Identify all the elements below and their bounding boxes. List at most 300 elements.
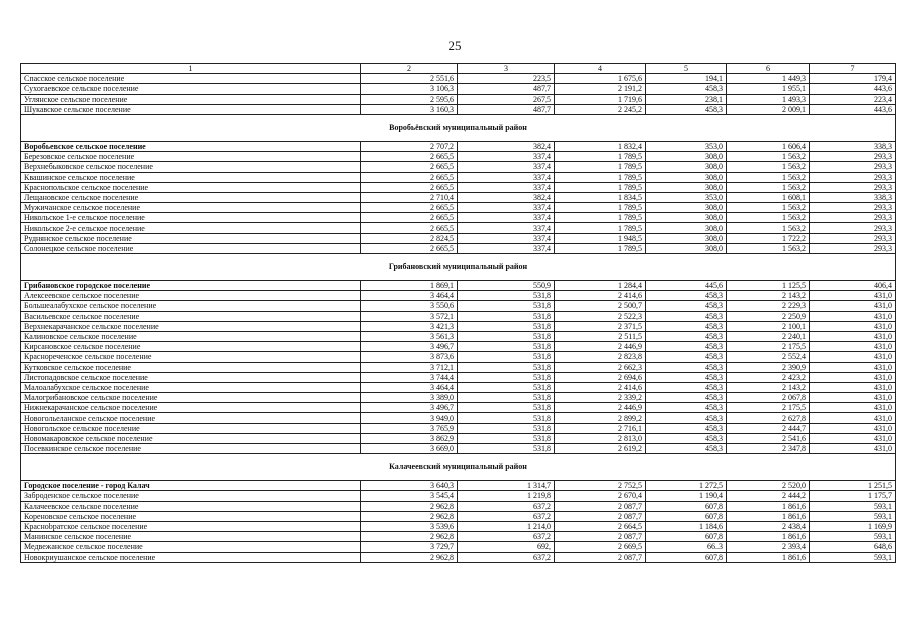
value-cell-col4: 1 789,5 xyxy=(555,162,646,172)
value-cell-col3: 1 219,8 xyxy=(458,491,555,501)
value-cell-col2: 2 962,8 xyxy=(361,511,458,521)
value-cell-col6: 2 347,8 xyxy=(727,444,810,454)
value-cell-col6: 2 444,2 xyxy=(727,491,810,501)
value-cell-col4: 1 789,5 xyxy=(555,182,646,192)
value-cell-col3: 1 214,0 xyxy=(458,521,555,531)
value-cell-col2: 2 824,5 xyxy=(361,233,458,243)
value-cell-col7: 443,6 xyxy=(810,104,896,114)
value-cell-col5: 458,3 xyxy=(646,311,727,321)
value-cell-col4: 1 675,6 xyxy=(555,74,646,84)
value-cell-col3: 531,8 xyxy=(458,403,555,413)
value-cell-col5: 308,0 xyxy=(646,243,727,253)
value-cell-col7: 293,3 xyxy=(810,172,896,182)
value-cell-col4: 2 446,9 xyxy=(555,342,646,352)
value-cell-col7: 1 251,5 xyxy=(810,481,896,491)
value-cell-col7: 1 175,7 xyxy=(810,491,896,501)
value-cell-col3: 531,8 xyxy=(458,331,555,341)
value-cell-col5: 445,6 xyxy=(646,281,727,291)
value-cell-col5: 1 184,6 xyxy=(646,521,727,531)
value-cell-col2: 2 665,5 xyxy=(361,243,458,253)
value-cell-col3: 531,8 xyxy=(458,301,555,311)
value-cell-col4: 2 670,4 xyxy=(555,491,646,501)
value-cell-col6: 2 423,2 xyxy=(727,372,810,382)
settlement-name: Солонецкое сельское поселение xyxy=(21,243,361,253)
settlement-name: Воробьевское сельское поселение xyxy=(21,141,361,151)
value-cell-col4: 2 664,5 xyxy=(555,521,646,531)
value-cell-col6: 1 563,2 xyxy=(727,162,810,172)
table-row xyxy=(21,491,896,501)
value-cell-col6: 2 438,4 xyxy=(727,521,810,531)
value-cell-col5: 607,8 xyxy=(646,552,727,562)
value-cell-col6: 1 493,3 xyxy=(727,94,810,104)
settlement-name: Лещановское сельское поселение xyxy=(21,192,361,202)
value-cell-col2: 2 665,5 xyxy=(361,223,458,233)
table-row xyxy=(21,382,896,392)
settlement-name: Никольское 2-е сельское поселение xyxy=(21,223,361,233)
value-cell-col3: 267,5 xyxy=(458,94,555,104)
table-row xyxy=(21,331,896,341)
value-cell-col2: 3 640,3 xyxy=(361,481,458,491)
settlement-name: Малогрибановское сельское поселение xyxy=(21,393,361,403)
value-cell-col5: 308,0 xyxy=(646,223,727,233)
value-cell-col4: 2 414,6 xyxy=(555,291,646,301)
value-cell-col2: 3 729,7 xyxy=(361,542,458,552)
table-row xyxy=(21,203,896,213)
column-number: 1 xyxy=(21,64,361,74)
table-row xyxy=(21,423,896,433)
value-cell-col3: 337,4 xyxy=(458,213,555,223)
settlement-name: Малоалабухское сельское поселение xyxy=(21,382,361,392)
table-row xyxy=(21,542,896,552)
settlement-name: Руднянское сельское поселение xyxy=(21,233,361,243)
value-cell-col5: 238,1 xyxy=(646,94,727,104)
value-cell-col3: 531,8 xyxy=(458,342,555,352)
value-cell-col3: 337,4 xyxy=(458,172,555,182)
settlement-name: Никольское 1-е сельское поселение xyxy=(21,213,361,223)
table-row xyxy=(21,243,896,253)
value-cell-col3: 550,9 xyxy=(458,281,555,291)
settlement-name: Васильевское сельское поселение xyxy=(21,311,361,321)
value-cell-col5: 458,3 xyxy=(646,321,727,331)
value-cell-col2: 3 106,3 xyxy=(361,84,458,94)
value-cell-col4: 1 789,5 xyxy=(555,243,646,253)
value-cell-col6: 2 541,6 xyxy=(727,433,810,443)
value-cell-col4: 2 371,5 xyxy=(555,321,646,331)
table-row xyxy=(21,521,896,531)
settlement-name: Городское поселение - город Калач xyxy=(21,481,361,491)
value-cell-col5: 308,0 xyxy=(646,233,727,243)
value-cell-col6: 2 143,2 xyxy=(727,382,810,392)
value-cell-col3: 637,2 xyxy=(458,511,555,521)
value-cell-col4: 2 511,5 xyxy=(555,331,646,341)
value-cell-col6: 1 563,2 xyxy=(727,243,810,253)
value-cell-col4: 2 339,2 xyxy=(555,393,646,403)
value-cell-col7: 293,3 xyxy=(810,233,896,243)
value-cell-col4: 2 669,5 xyxy=(555,542,646,552)
value-cell-col2: 3 873,6 xyxy=(361,352,458,362)
settlement-name: Кореновское сельское поселение xyxy=(21,511,361,521)
value-cell-col2: 3 862,9 xyxy=(361,433,458,443)
value-cell-col7: 431,0 xyxy=(810,413,896,423)
table-row xyxy=(21,104,896,114)
table-row xyxy=(21,321,896,331)
district-header-row xyxy=(21,254,896,281)
table-row xyxy=(21,393,896,403)
value-cell-col5: 1 272,5 xyxy=(646,481,727,491)
table-row xyxy=(21,74,896,84)
value-cell-col3: 223,5 xyxy=(458,74,555,84)
value-cell-col5: 353,0 xyxy=(646,141,727,151)
table-row xyxy=(21,213,896,223)
value-cell-col3: 531,8 xyxy=(458,372,555,382)
table-row xyxy=(21,182,896,192)
value-cell-col2: 3 550,6 xyxy=(361,301,458,311)
settlement-name: Медвежанское сельское поселение xyxy=(21,542,361,552)
value-cell-col2: 2 962,8 xyxy=(361,532,458,542)
value-cell-col4: 1 832,4 xyxy=(555,141,646,151)
value-cell-col6: 1 608,1 xyxy=(727,192,810,202)
settlement-name: Листопадовское сельское поселение xyxy=(21,372,361,382)
table-row xyxy=(21,352,896,362)
value-cell-col2: 3 712,1 xyxy=(361,362,458,372)
value-cell-col6: 1 563,2 xyxy=(727,223,810,233)
value-cell-col6: 1 563,2 xyxy=(727,203,810,213)
value-cell-col7: 431,0 xyxy=(810,352,896,362)
value-cell-col3: 531,8 xyxy=(458,291,555,301)
value-cell-col2: 3 464,4 xyxy=(361,382,458,392)
value-cell-col6: 2 250,9 xyxy=(727,311,810,321)
value-cell-col5: 458,3 xyxy=(646,331,727,341)
value-cell-col6: 1 861,6 xyxy=(727,501,810,511)
settlement-name: Новомакаровское сельское поселение xyxy=(21,433,361,443)
value-cell-col4: 2 823,8 xyxy=(555,352,646,362)
value-cell-col4: 1 789,5 xyxy=(555,223,646,233)
table-row xyxy=(21,152,896,162)
value-cell-col4: 1 789,5 xyxy=(555,152,646,162)
settlement-name: Большеалабухское сельское поселение xyxy=(21,301,361,311)
value-cell-col7: 648,6 xyxy=(810,542,896,552)
table-row xyxy=(21,362,896,372)
value-cell-col6: 2 552,4 xyxy=(727,352,810,362)
value-cell-col7: 1 169,9 xyxy=(810,521,896,531)
value-cell-col3: 637,2 xyxy=(458,532,555,542)
budget-table xyxy=(20,63,896,563)
table-row xyxy=(21,501,896,511)
value-cell-col7: 431,0 xyxy=(810,301,896,311)
value-cell-col2: 3 545,4 xyxy=(361,491,458,501)
settlement-name: Кирсановское сельское поселение xyxy=(21,342,361,352)
table-row xyxy=(21,162,896,172)
value-cell-col5: 458,3 xyxy=(646,352,727,362)
value-cell-col5: 458,3 xyxy=(646,104,727,114)
value-cell-col2: 3 496,7 xyxy=(361,342,458,352)
value-cell-col7: 338,3 xyxy=(810,141,896,151)
settlement-name: Грибановское городское поселение xyxy=(21,281,361,291)
column-number-row xyxy=(21,64,896,74)
settlement-name: Алексеевское сельское поселение xyxy=(21,291,361,301)
value-cell-col4: 2 087,7 xyxy=(555,552,646,562)
value-cell-col5: 308,0 xyxy=(646,152,727,162)
value-cell-col2: 2 665,5 xyxy=(361,152,458,162)
value-cell-col2: 3 496,7 xyxy=(361,403,458,413)
value-cell-col7: 431,0 xyxy=(810,444,896,454)
table-row xyxy=(21,552,896,562)
value-cell-col6: 2 100,1 xyxy=(727,321,810,331)
value-cell-col6: 2 520,0 xyxy=(727,481,810,491)
settlement-name: Верхнебыковское сельское поселение xyxy=(21,162,361,172)
value-cell-col5: 308,0 xyxy=(646,172,727,182)
value-cell-col3: 531,8 xyxy=(458,444,555,454)
value-cell-col7: 431,0 xyxy=(810,342,896,352)
value-cell-col2: 3 421,3 xyxy=(361,321,458,331)
settlement-name: Калиновское сельское поселение xyxy=(21,331,361,341)
value-cell-col6: 1 563,2 xyxy=(727,182,810,192)
value-cell-col3: 531,8 xyxy=(458,423,555,433)
value-cell-col6: 2 175,5 xyxy=(727,342,810,352)
value-cell-col4: 2 087,7 xyxy=(555,532,646,542)
settlement-name: Заброденское сельское поселение xyxy=(21,491,361,501)
value-cell-col7: 223,4 xyxy=(810,94,896,104)
settlement-name: Углянское сельское поселение xyxy=(21,94,361,104)
value-cell-col3: 487,7 xyxy=(458,84,555,94)
table-row xyxy=(21,291,896,301)
value-cell-col7: 293,3 xyxy=(810,213,896,223)
value-cell-col6: 1 563,2 xyxy=(727,213,810,223)
value-cell-col3: 637,2 xyxy=(458,501,555,511)
value-cell-col4: 2 245,2 xyxy=(555,104,646,114)
value-cell-col4: 2 899,2 xyxy=(555,413,646,423)
value-cell-col5: 458,3 xyxy=(646,342,727,352)
value-cell-col5: 458,3 xyxy=(646,423,727,433)
value-cell-col4: 1 789,5 xyxy=(555,172,646,182)
value-cell-col2: 2 707,2 xyxy=(361,141,458,151)
value-cell-col4: 2 522,3 xyxy=(555,311,646,321)
value-cell-col5: 458,3 xyxy=(646,291,727,301)
value-cell-col6: 1 722,2 xyxy=(727,233,810,243)
district-header-row xyxy=(21,454,896,481)
value-cell-col2: 2 665,5 xyxy=(361,162,458,172)
value-cell-col7: 293,3 xyxy=(810,162,896,172)
column-number: 6 xyxy=(727,64,810,74)
value-cell-col2: 2 962,8 xyxy=(361,552,458,562)
value-cell-col5: 607,8 xyxy=(646,501,727,511)
value-cell-col4: 2 191,2 xyxy=(555,84,646,94)
value-cell-col3: 531,8 xyxy=(458,393,555,403)
value-cell-col7: 431,0 xyxy=(810,382,896,392)
value-cell-col7: 431,0 xyxy=(810,321,896,331)
value-cell-col2: 3 464,4 xyxy=(361,291,458,301)
value-cell-col5: 607,8 xyxy=(646,511,727,521)
value-cell-col5: 458,3 xyxy=(646,382,727,392)
settlement-name: Краснореченское сельское поселение xyxy=(21,352,361,362)
table-row xyxy=(21,301,896,311)
value-cell-col4: 2 694,6 xyxy=(555,372,646,382)
settlement-name: Кутковское сельское поселение xyxy=(21,362,361,372)
value-cell-col7: 593,1 xyxy=(810,511,896,521)
value-cell-col6: 2 627,8 xyxy=(727,413,810,423)
column-number: 7 xyxy=(810,64,896,74)
value-cell-col3: 337,4 xyxy=(458,203,555,213)
value-cell-col4: 2 087,7 xyxy=(555,511,646,521)
value-cell-col2: 3 561,3 xyxy=(361,331,458,341)
value-cell-col5: 458,3 xyxy=(646,393,727,403)
value-cell-col2: 2 962,8 xyxy=(361,501,458,511)
value-cell-col4: 2 500,7 xyxy=(555,301,646,311)
value-cell-col6: 1 449,3 xyxy=(727,74,810,84)
value-cell-col6: 1 861,6 xyxy=(727,552,810,562)
table-row xyxy=(21,281,896,291)
value-cell-col2: 2 665,5 xyxy=(361,182,458,192)
table-row xyxy=(21,311,896,321)
value-cell-col2: 2 665,5 xyxy=(361,213,458,223)
value-cell-col4: 1 789,5 xyxy=(555,203,646,213)
value-cell-col3: 531,8 xyxy=(458,433,555,443)
value-cell-col4: 2 752,5 xyxy=(555,481,646,491)
value-cell-col3: 531,8 xyxy=(458,321,555,331)
value-cell-col6: 2 175,5 xyxy=(727,403,810,413)
value-cell-col4: 1 948,5 xyxy=(555,233,646,243)
value-cell-col6: 1 955,1 xyxy=(727,84,810,94)
value-cell-col7: 431,0 xyxy=(810,433,896,443)
value-cell-col6: 2 067,8 xyxy=(727,393,810,403)
settlement-name: Спасское сельское поселение xyxy=(21,74,361,84)
value-cell-col5: 308,0 xyxy=(646,203,727,213)
value-cell-col5: 458,3 xyxy=(646,301,727,311)
table-row xyxy=(21,433,896,443)
table-row xyxy=(21,94,896,104)
value-cell-col6: 2 390,9 xyxy=(727,362,810,372)
value-cell-col6: 1 125,5 xyxy=(727,281,810,291)
value-cell-col7: 179,4 xyxy=(810,74,896,84)
value-cell-col4: 2 446,9 xyxy=(555,403,646,413)
value-cell-col3: 531,8 xyxy=(458,413,555,423)
value-cell-col4: 1 719,6 xyxy=(555,94,646,104)
value-cell-col6: 2 393,4 xyxy=(727,542,810,552)
table-row xyxy=(21,403,896,413)
table-row xyxy=(21,172,896,182)
settlement-name: Сухогаевское сельское поселение xyxy=(21,84,361,94)
value-cell-col4: 2 662,3 xyxy=(555,362,646,372)
table-row xyxy=(21,141,896,151)
value-cell-col2: 3 572,1 xyxy=(361,311,458,321)
value-cell-col3: 531,8 xyxy=(458,311,555,321)
value-cell-col4: 1 834,5 xyxy=(555,192,646,202)
value-cell-col2: 3 539,6 xyxy=(361,521,458,531)
value-cell-col7: 293,3 xyxy=(810,182,896,192)
table-row xyxy=(21,481,896,491)
value-cell-col6: 2 444,7 xyxy=(727,423,810,433)
value-cell-col4: 2 087,7 xyxy=(555,501,646,511)
district-title: Грибановский муниципальный район xyxy=(21,254,896,281)
value-cell-col3: 637,2 xyxy=(458,552,555,562)
value-cell-col3: 487,7 xyxy=(458,104,555,114)
settlement-name: Шукавское сельское поселение xyxy=(21,104,361,114)
value-cell-col2: 3 669,0 xyxy=(361,444,458,454)
value-cell-col4: 1 284,4 xyxy=(555,281,646,291)
value-cell-col7: 431,0 xyxy=(810,291,896,301)
district-header-row xyxy=(21,114,896,141)
value-cell-col3: 531,8 xyxy=(458,382,555,392)
table-row xyxy=(21,413,896,423)
district-title: Калачеевский муниципальный район xyxy=(21,454,896,481)
table-row xyxy=(21,444,896,454)
value-cell-col3: 337,4 xyxy=(458,152,555,162)
value-cell-col7: 593,1 xyxy=(810,532,896,542)
column-number: 2 xyxy=(361,64,458,74)
value-cell-col3: 1 314,7 xyxy=(458,481,555,491)
column-number: 3 xyxy=(458,64,555,74)
value-cell-col7: 431,0 xyxy=(810,311,896,321)
settlement-name: Манинское сельское поселение xyxy=(21,532,361,542)
value-cell-col4: 2 414,6 xyxy=(555,382,646,392)
value-cell-col5: 308,0 xyxy=(646,182,727,192)
value-cell-col6: 2 143,2 xyxy=(727,291,810,301)
value-cell-col5: 458,3 xyxy=(646,403,727,413)
budget-table-sheet xyxy=(20,63,895,563)
value-cell-col7: 293,3 xyxy=(810,223,896,233)
value-cell-col7: 293,3 xyxy=(810,203,896,213)
value-cell-col2: 3 389,0 xyxy=(361,393,458,403)
value-cell-col6: 1 606,4 xyxy=(727,141,810,151)
value-cell-col7: 406,4 xyxy=(810,281,896,291)
settlement-name: Верхнекарачанское сельское поселение xyxy=(21,321,361,331)
value-cell-col3: 337,4 xyxy=(458,162,555,172)
value-cell-col2: 3 765,9 xyxy=(361,423,458,433)
value-cell-col2: 2 595,6 xyxy=(361,94,458,104)
value-cell-col3: 382,4 xyxy=(458,192,555,202)
value-cell-col7: 431,0 xyxy=(810,372,896,382)
settlement-name: Красноbратское сельское поселение xyxy=(21,521,361,531)
value-cell-col4: 2 619,2 xyxy=(555,444,646,454)
value-cell-col4: 2 716,1 xyxy=(555,423,646,433)
value-cell-col5: 458,3 xyxy=(646,84,727,94)
value-cell-col6: 1 563,2 xyxy=(727,152,810,162)
value-cell-col7: 593,1 xyxy=(810,552,896,562)
value-cell-col6: 2 009,1 xyxy=(727,104,810,114)
column-number: 5 xyxy=(646,64,727,74)
table-row xyxy=(21,511,896,521)
value-cell-col3: 337,4 xyxy=(458,223,555,233)
budget-table-body xyxy=(21,64,896,563)
table-row xyxy=(21,342,896,352)
settlement-name: Краснопольское сельское поселение xyxy=(21,182,361,192)
value-cell-col5: 308,0 xyxy=(646,162,727,172)
value-cell-col6: 1 861,6 xyxy=(727,511,810,521)
value-cell-col7: 443,6 xyxy=(810,84,896,94)
settlement-name: Новогольское сельское поселение xyxy=(21,423,361,433)
value-cell-col5: 458,3 xyxy=(646,372,727,382)
value-cell-col4: 1 789,5 xyxy=(555,213,646,223)
table-row xyxy=(21,532,896,542)
value-cell-col3: 531,8 xyxy=(458,352,555,362)
settlement-name: Калачеевское сельское поселение xyxy=(21,501,361,511)
table-row xyxy=(21,192,896,202)
value-cell-col5: 458,3 xyxy=(646,362,727,372)
value-cell-col2: 3 160,3 xyxy=(361,104,458,114)
value-cell-col5: 458,3 xyxy=(646,413,727,423)
value-cell-col7: 293,3 xyxy=(810,152,896,162)
table-row xyxy=(21,223,896,233)
column-number: 4 xyxy=(555,64,646,74)
settlement-name: Новокриушанское сельское поселение xyxy=(21,552,361,562)
value-cell-col7: 431,0 xyxy=(810,393,896,403)
value-cell-col3: 531,8 xyxy=(458,362,555,372)
value-cell-col7: 431,0 xyxy=(810,331,896,341)
settlement-name: Нижнекарачанское сельское поселение xyxy=(21,403,361,413)
value-cell-col2: 2 665,5 xyxy=(361,203,458,213)
value-cell-col6: 1 563,2 xyxy=(727,172,810,182)
value-cell-col3: 692, xyxy=(458,542,555,552)
